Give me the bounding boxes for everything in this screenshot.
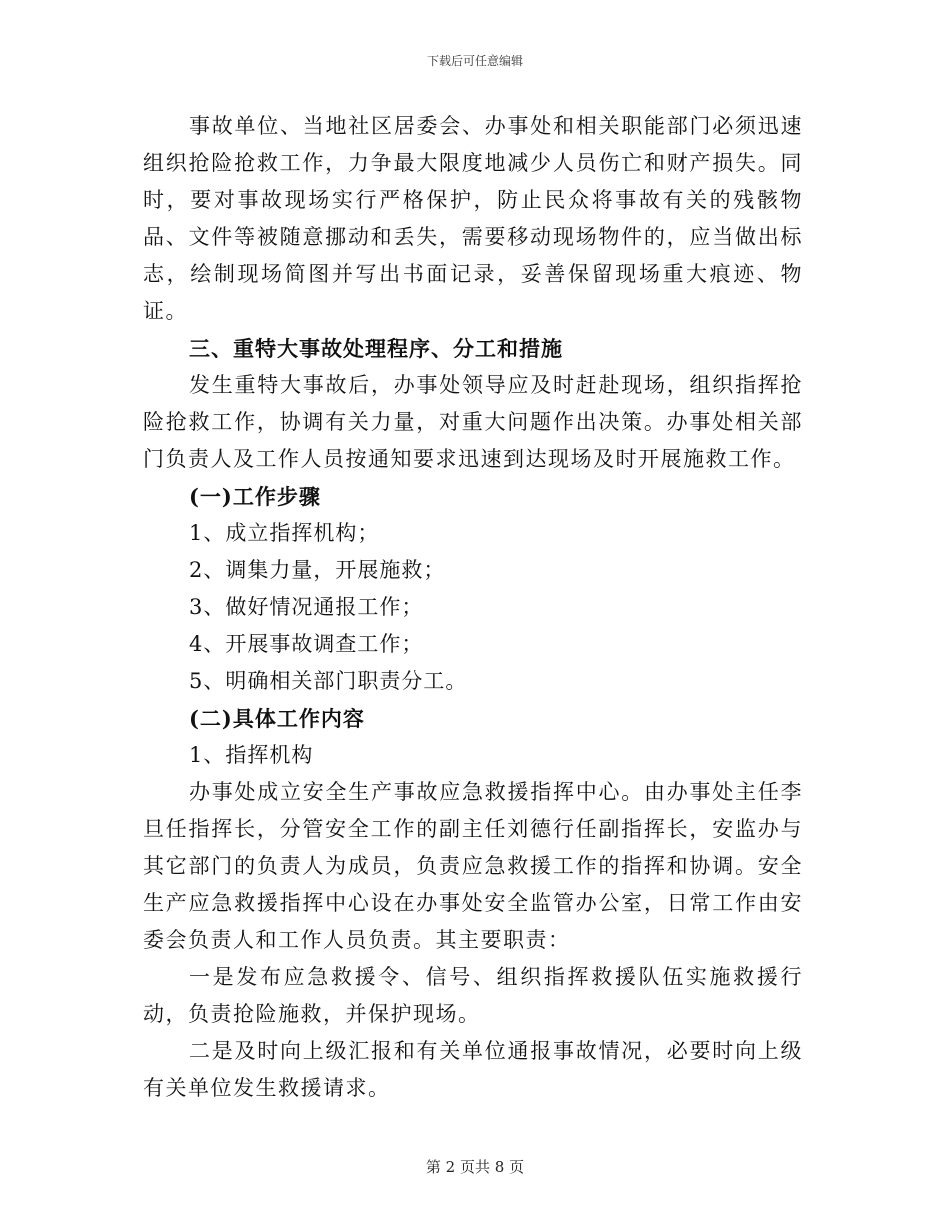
- section-heading-procedures: 三、重特大事故处理程序、分工和措施: [189, 336, 563, 361]
- list-item-step-2: 2、调集力量，开展施救；: [189, 558, 446, 582]
- page-header: 下载后可任意编辑: [426, 54, 523, 68]
- paragraph-leader-response: 发生重特大事故后，办事处领导应及时赶赴现场，组织指挥抢险抢救工作，协调有关力量，对重大问题作出决策。办事处相关部门负责人及工作人员按通知要求迅速到达现场及时开展施救工作。: [143, 373, 803, 471]
- paragraph-scene-protection: 事故单位、当地社区居委会、办事处和相关职能部门必须迅速组织抢险抢救工作，力争最大限度地减少人员伤亡和财产损失。同时，要对事故现场实行严格保护，防止民众将事故有关的残骸物品、文件等被随意挪动和丢失，需要移动现场物件的，应当做出标志，绘制现场简图并写出书面记录，妥善保留现场重大痕迹、物证。: [143, 114, 803, 323]
- page-number-footer: 第 2 页共 8 页: [425, 1158, 525, 1176]
- paragraph-duty-two: 二是及时向上级汇报和有关单位通报事故情况，必要时向上级有关单位发生救援请求。: [143, 1039, 803, 1100]
- list-item-step-3: 3、做好情况通报工作；: [189, 595, 424, 619]
- document-body: [143, 108, 803, 1107]
- item-heading-command-structure: 1、指挥机构: [189, 743, 314, 767]
- paragraph-duty-one: 一是发布应急救援令、信号、组织指挥救援队伍实施救援行动，负责抢险施救，并保护现场。: [143, 965, 803, 1026]
- list-item-step-5: 5、明确相关部门职责分工。: [189, 669, 468, 693]
- list-item-step-1: 1、成立指挥机构；: [189, 521, 380, 545]
- subsection-heading-work-steps: (一)工作步骤: [189, 484, 321, 509]
- list-item-step-4: 4、开展事故调查工作；: [189, 632, 424, 656]
- paragraph-command-center: 办事处成立安全生产事故应急救援指挥中心。由办事处主任李旦任指挥长，分管安全工作的副主任刘德行任副指挥长，安监办与其它部门的负责人为成员，负责应急救援工作的指挥和协调。安全生产应急救援指挥中心设在办事处安全监管办公室，日常工作由安委会负责人和工作人员负责。其主要职责：: [143, 780, 803, 952]
- subsection-heading-work-content: (二)具体工作内容: [189, 706, 365, 731]
